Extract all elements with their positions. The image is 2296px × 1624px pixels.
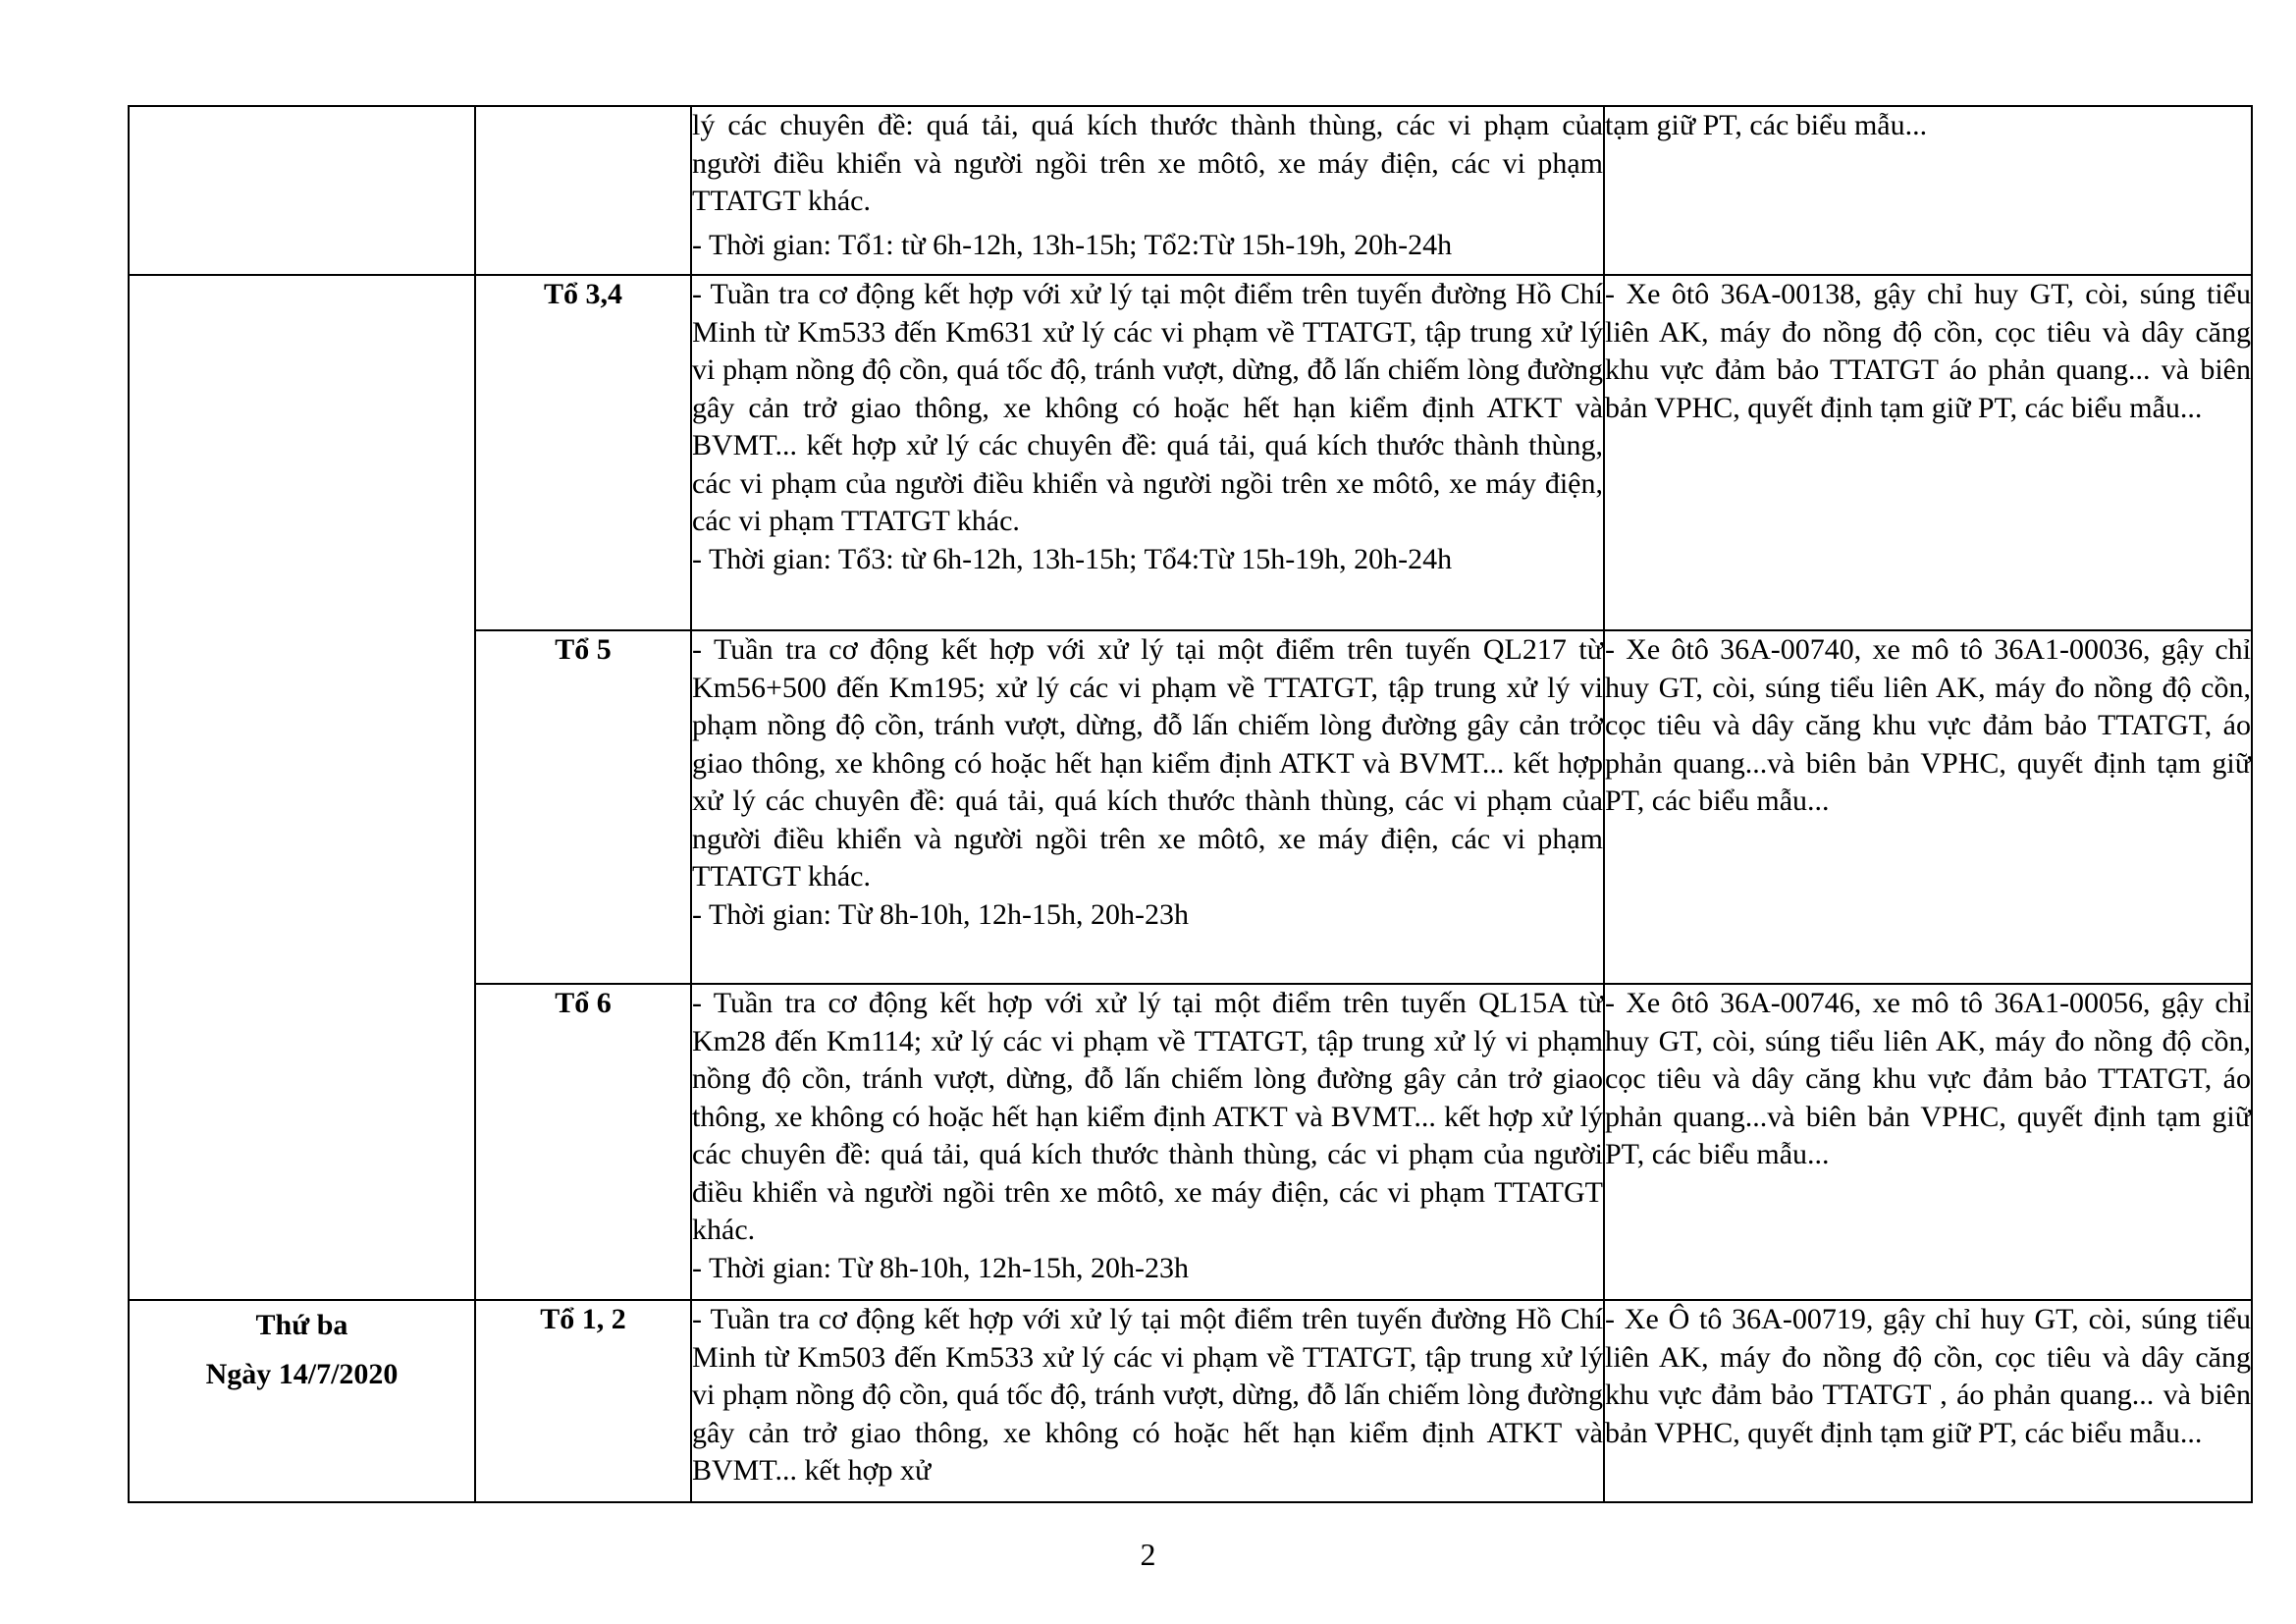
date-label: Ngày 14/7/2020 (205, 1358, 399, 1390)
day-cell (129, 275, 475, 1300)
task-cell (691, 106, 1604, 275)
team-cell (475, 106, 691, 275)
team-cell: Tổ 1, 2 (475, 1300, 691, 1502)
equipment-cell (1604, 984, 2252, 1300)
table-row (129, 1300, 2252, 1502)
equipment-cell (1604, 106, 2252, 275)
table-row (129, 275, 2252, 630)
table-row (129, 106, 2252, 275)
day-cell (129, 1300, 475, 1502)
task-time: - Thời gian: Tổ1: từ 6h-12h, 13h-15h; Tổ2:Từ 15h-19h, 20h-24h (692, 228, 1453, 261)
task-time: - Thời gian: Tổ3: từ 6h-12h, 13h-15h; Tổ4:Từ 15h-19h, 20h-24h (692, 542, 1453, 575)
team-cell: Tổ 3,4 (475, 275, 691, 630)
schedule-table (128, 105, 2253, 1503)
task-cell (691, 1300, 1604, 1502)
equipment-text: - Xe ôtô 36A-00740, xe mô tô 36A1-00036, gậy chỉ huy GT, còi, súng tiểu liên AK, máy đo nồng độ cồn, cọc tiêu và dây căng khu vực đảm bảo TTATGT, áo phản quang...và biên bản VPHC, quyết định tạm giữ PT, các biểu mẫu... (1605, 633, 2251, 817)
task-description: - Tuần tra cơ động kết hợp với xử lý tại một điểm trên tuyến đường Hồ Chí Minh từ Km503 đến Km533 xử lý các vi phạm về TTATGT, tập trung xử lý vi phạm nồng độ cồn, quá tốc độ, tránh vượt, dừng, đỗ lấn chiếm lòng đường gây cản trở giao thông, xe không có hoặc hết hạn kiểm định ATKT và BVMT... kết hợp xử (692, 1303, 1603, 1487)
weekday-label: Thứ ba (255, 1309, 348, 1341)
equipment-text: - Xe ôtô 36A-00746, xe mô tô 36A1-00056, gậy chỉ huy GT, còi, súng tiểu liên AK, máy đo nồng độ cồn, cọc tiêu và dây căng khu vực đảm bảo TTATGT, áo phản quang...và biên bản VPHC, quyết định tạm giữ PT, các biểu mẫu... (1605, 987, 2251, 1170)
task-description: - Tuần tra cơ động kết hợp với xử lý tại một điểm trên tuyến QL217 từ Km56+500 đến Km195; xử lý các vi phạm về TTATGT, tập trung xử lý vi phạm nồng độ cồn, tránh vượt, dừng, đỗ lấn chiếm lòng đường gây cản trở giao thông, xe không có hoặc hết hạn kiểm định ATKT và BVMT... kết hợp xử lý các chuyên đề: quá tải, quá kích thước thành thùng, các vi phạm của người điều khiển và người ngồi trên xe môtô, xe máy điện, các vi phạm TTATGT khác. (692, 633, 1603, 893)
equipment-text: - Xe ôtô 36A-00138, gậy chỉ huy GT, còi, súng tiểu liên AK, máy đo nồng độ cồn, cọc tiêu và dây căng khu vực đảm bảo TTATGT áo phản quang... và biên bản VPHC, quyết định tạm giữ PT, các biểu mẫu... (1605, 278, 2251, 424)
team-cell: Tổ 6 (475, 984, 691, 1300)
equipment-text: - Xe Ô tô 36A-00719, gậy chỉ huy GT, còi, súng tiểu liên AK, máy đo nồng độ cồn, cọc tiêu và dây căng khu vực đảm bảo TTATGT , áo phản quang... và biên bản VPHC, quyết định tạm giữ PT, các biểu mẫu... (1605, 1303, 2251, 1449)
task-description: - Tuần tra cơ động kết hợp với xử lý tại một điểm trên tuyến đường Hồ Chí Minh từ Km533 đến Km631 xử lý các vi phạm về TTATGT, tập trung xử lý vi phạm nồng độ cồn, quá tốc độ, tránh vượt, dừng, đỗ lấn chiếm lòng đường gây cản trở giao thông, xe không có hoặc hết hạn kiểm định ATKT và BVMT... kết hợp xử lý các chuyên đề: quá tải, quá kích thước thành thùng, các vi phạm của người điều khiển và người ngồi trên xe môtô, xe máy điện, các vi phạm TTATGT khác. (692, 278, 1603, 537)
task-time: - Thời gian: Từ 8h-10h, 12h-15h, 20h-23h (692, 897, 1189, 931)
equipment-cell (1604, 275, 2252, 630)
task-time: - Thời gian: Từ 8h-10h, 12h-15h, 20h-23h (692, 1251, 1189, 1284)
page-number: 2 (1140, 1537, 1156, 1572)
day-cell (129, 106, 475, 275)
equipment-cell (1604, 1300, 2252, 1502)
task-cell (691, 275, 1604, 630)
equipment-text: tạm giữ PT, các biểu mẫu... (1605, 109, 1928, 141)
task-description: - Tuần tra cơ động kết hợp với xử lý tại một điểm trên tuyến QL15A từ Km28 đến Km114; xử lý các vi phạm về TTATGT, tập trung xử lý vi phạm nồng độ cồn, tránh vượt, dừng, đỗ lấn chiếm lòng đường gây cản trở giao thông, xe không có hoặc hết hạn kiểm định ATKT và BVMT... kết hợp xử lý các chuyên đề: quá tải, quá kích thước thành thùng, các vi phạm của người điều khiển và người ngồi trên xe môtô, xe máy điện, các vi phạm TTATGT khác. (692, 987, 1603, 1246)
task-cell (691, 984, 1604, 1300)
task-cell (691, 630, 1604, 984)
task-description: lý các chuyên đề: quá tải, quá kích thước thành thùng, các vi phạm của người điều khiển và người ngồi trên xe môtô, xe máy điện, các vi phạm TTATGT khác. (692, 109, 1603, 217)
equipment-cell (1604, 630, 2252, 984)
team-cell: Tổ 5 (475, 630, 691, 984)
